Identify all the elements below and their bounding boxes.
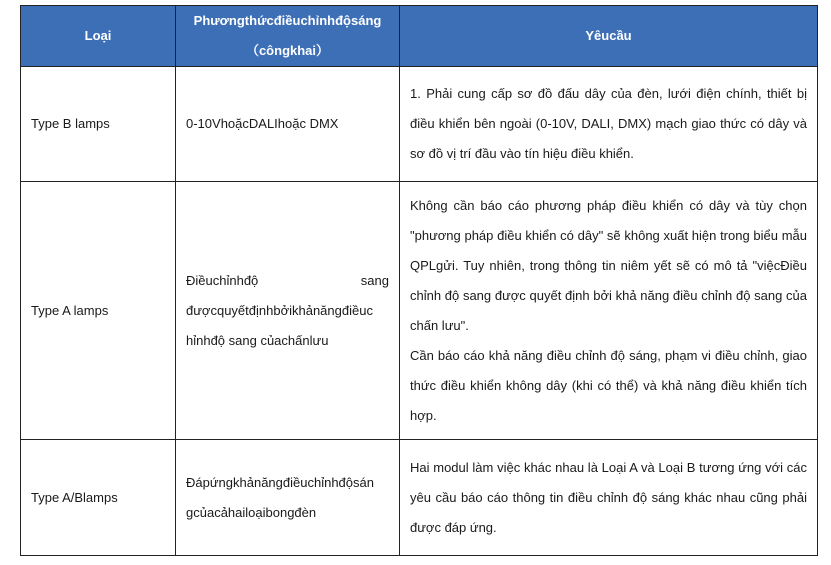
- cell-type: Type A lamps: [21, 182, 176, 440]
- requirement-paragraph: Không cần báo cáo phương pháp điều khiển có dây và tùy chọn "phương pháp điều khiển có dây" sẽ không xuất hiện trong biểu mẫu QPLgửi. Tuy nhiên, trong thông tin niêm yết sẽ có mô tả "việcĐiều chỉnh độ sang được quyết định bởi khả năng điều chỉnh độ sang của chấn lưu".: [410, 197, 807, 333]
- requirement-paragraph: Cần báo cáo khả năng điều chỉnh độ sáng, phạm vi điều chỉnh, giao thức điều khiển không dây (khi có thể) và khả năng điều khiển tích hợp.: [410, 347, 807, 423]
- method-line: 0-10VhoặcDALIhoặc DMX: [186, 116, 339, 131]
- cell-type: Type B lamps: [21, 67, 176, 182]
- requirements-table: [20, 5, 818, 556]
- cell-requirements: [400, 182, 818, 440]
- table-row: [21, 440, 818, 556]
- cell-type: Type A/Blamps: [21, 440, 176, 556]
- table-row: [21, 182, 818, 440]
- header-method-line1: Phươngthứcđiềuchỉnhđộsáng: [193, 13, 382, 28]
- method-line: hỉnhđộ sang củachấnlưu: [186, 332, 329, 348]
- table-row: [21, 67, 818, 182]
- method-line: Điềuchỉnhđộ sang: [186, 272, 389, 288]
- cell-method: [176, 67, 400, 182]
- header-requirements: Yêucầu: [400, 6, 818, 67]
- requirement-paragraph: 1. Phải cung cấp sơ đồ đấu dây của đèn, lưới điện chính, thiết bị điều khiển bên ngoài (0-10V, DALI, DMX) mạch giao thức có dây và sơ đồ vị trí đầu vào tín hiệu điều khiển.: [410, 86, 807, 161]
- cell-method: [176, 182, 400, 440]
- cell-requirements: [400, 440, 818, 556]
- header-method: [176, 6, 400, 67]
- cell-requirements: [400, 67, 818, 182]
- header-type: Loại: [21, 6, 176, 67]
- header-method-line2: （côngkhai）: [245, 43, 330, 58]
- header-row: [21, 6, 818, 67]
- method-line: đượcquyếtđịnhbởikhảnăngđiềuc: [186, 302, 373, 318]
- cell-method: [176, 440, 400, 556]
- method-line: gcủacảhailoạibongđèn: [186, 504, 317, 520]
- requirement-paragraph: Hai modul làm việc khác nhau là Loại A và Loại B tương ứng với các yêu cầu báo cáo thông tin điều chỉnh độ sáng khác nhau cũng phải được đáp ứng.: [410, 459, 807, 535]
- method-line: Đápứngkhảnăngđiềuchỉnhđộsán: [186, 474, 374, 490]
